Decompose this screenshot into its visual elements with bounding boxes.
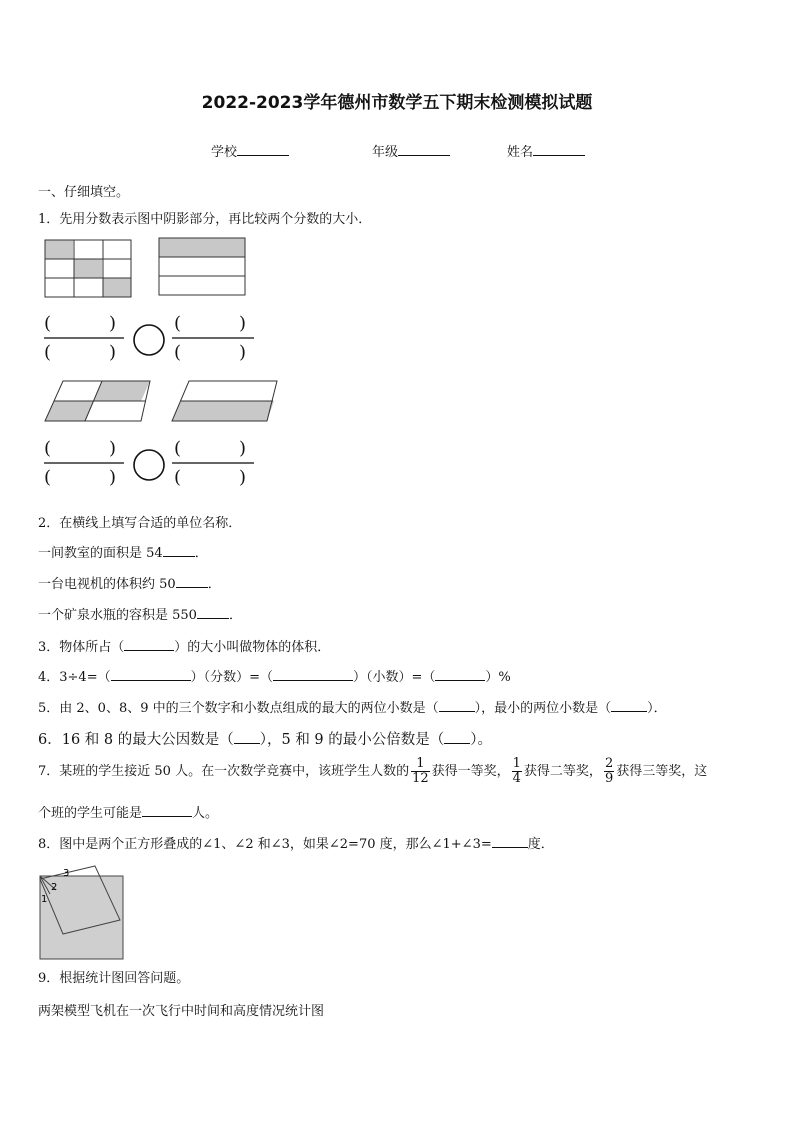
unit-blank[interactable] [197, 606, 229, 619]
shaded-cell [103, 278, 131, 297]
answer-blank[interactable] [444, 731, 470, 744]
answer-blank[interactable] [142, 804, 192, 817]
denominator-blank[interactable]: ( ) [174, 467, 247, 488]
striped-rectangle-figure [158, 237, 248, 299]
q2-line-3: 一个矿泉水瓶的容积是 550 ． [38, 608, 242, 623]
question-6: 6．16 和 8 的最大公因数是（ ），5 和 9 的最小公倍数是（ ）。 [38, 732, 493, 748]
school-blank[interactable] [237, 143, 289, 156]
answer-blank[interactable] [439, 699, 475, 712]
angle-label-2: 2 [51, 882, 58, 893]
numerator-blank[interactable]: ( ) [174, 438, 247, 459]
school-label: 学校 [211, 145, 238, 160]
numerator-blank[interactable]: ( ) [174, 313, 247, 334]
question-7: 7．某班的学生接近 50 人。在一次数学竞赛中，该班学生人数的 $\frac{1}{12}$ 获得一等奖， $\frac{1}{4}$ 获得二等奖， $\frac{2}{9}$ 获得三等奖，这 [38, 756, 708, 786]
answer-blank[interactable] [273, 668, 353, 681]
numerator-blank[interactable]: ( ) [44, 313, 117, 334]
angle-label-1: 1 [41, 894, 48, 905]
unit-blank[interactable] [176, 575, 208, 588]
fraction-2-9: $\frac{2}{9}$ [604, 756, 614, 786]
answer-blank[interactable] [234, 731, 260, 744]
parallelogram-grid-figure [44, 379, 156, 425]
answer-blank[interactable] [435, 668, 485, 681]
answer-blank[interactable] [124, 638, 174, 651]
name-field [507, 141, 585, 160]
question-4: 4．3÷4=（ ）（分数）=（ ）（小数）=（ ）% [38, 670, 511, 685]
section-heading: 一、仔细填空。 [38, 185, 130, 200]
q2-line-2: 一台电视机的体积约 50 ． [38, 577, 221, 592]
grade-field [372, 141, 450, 160]
denominator-blank[interactable]: ( ) [44, 467, 117, 488]
name-label: 姓名 [507, 145, 534, 160]
compare-circle[interactable] [134, 325, 164, 355]
overlapping-squares-figure [38, 864, 130, 962]
page-title: 2022-2023学年德州市数学五下期末检测模拟试题 [201, 93, 593, 113]
answer-blank[interactable] [111, 668, 191, 681]
fraction-1-4: $\frac{1}{4}$ [512, 756, 521, 786]
compare-circle[interactable] [134, 450, 164, 480]
question-8: 8．图中是两个正方形叠成的∠1、∠2 和∠3，如果∠2=70 度，那么∠1+∠3= 度． [38, 837, 554, 852]
denominator-blank[interactable]: ( ) [44, 342, 117, 363]
grade-blank[interactable] [398, 143, 450, 156]
question-5: 5．由 2、0、8、9 中的三个数字和小数点组成的最大的两位小数是（ ），最小的两位小数是（ ）． [38, 701, 667, 716]
shaded-row [159, 238, 245, 257]
chart-caption: 两架模型飞机在一次飞行中时间和高度情况统计图 [38, 1004, 325, 1019]
school-field [211, 141, 289, 160]
question-3: 3．物体所占（ ）的大小叫做物体的体积． [38, 640, 331, 655]
q2-line-1: 一间教室的面积是 54 ． [38, 546, 208, 561]
q7-line-2: 个班的学生可能是 人。 [38, 806, 219, 821]
question-1: 1．先用分数表示图中阴影部分，再比较两个分数的大小． [38, 212, 372, 227]
grid-figure-3x3 [44, 239, 134, 299]
shaded-cell [74, 259, 102, 278]
question-2: 2．在横线上填写合适的单位名称． [38, 516, 242, 531]
numerator-blank[interactable]: ( ) [44, 438, 117, 459]
fraction-1-12: $\frac{1}{12}$ [412, 756, 429, 786]
question-9: 9．根据统计图回答问题。 [38, 971, 190, 986]
answer-blank[interactable] [492, 835, 528, 848]
shaded-cell [45, 240, 73, 259]
grade-label: 年级 [372, 145, 399, 160]
denominator-blank[interactable]: ( ) [174, 342, 247, 363]
answer-blank[interactable] [611, 699, 647, 712]
unit-blank[interactable] [163, 544, 195, 557]
parallelogram-half-figure [171, 379, 281, 425]
name-blank[interactable] [533, 143, 585, 156]
shaded-cell [94, 381, 150, 401]
shaded-half [172, 401, 274, 421]
angle-label-3: 3 [63, 868, 70, 879]
